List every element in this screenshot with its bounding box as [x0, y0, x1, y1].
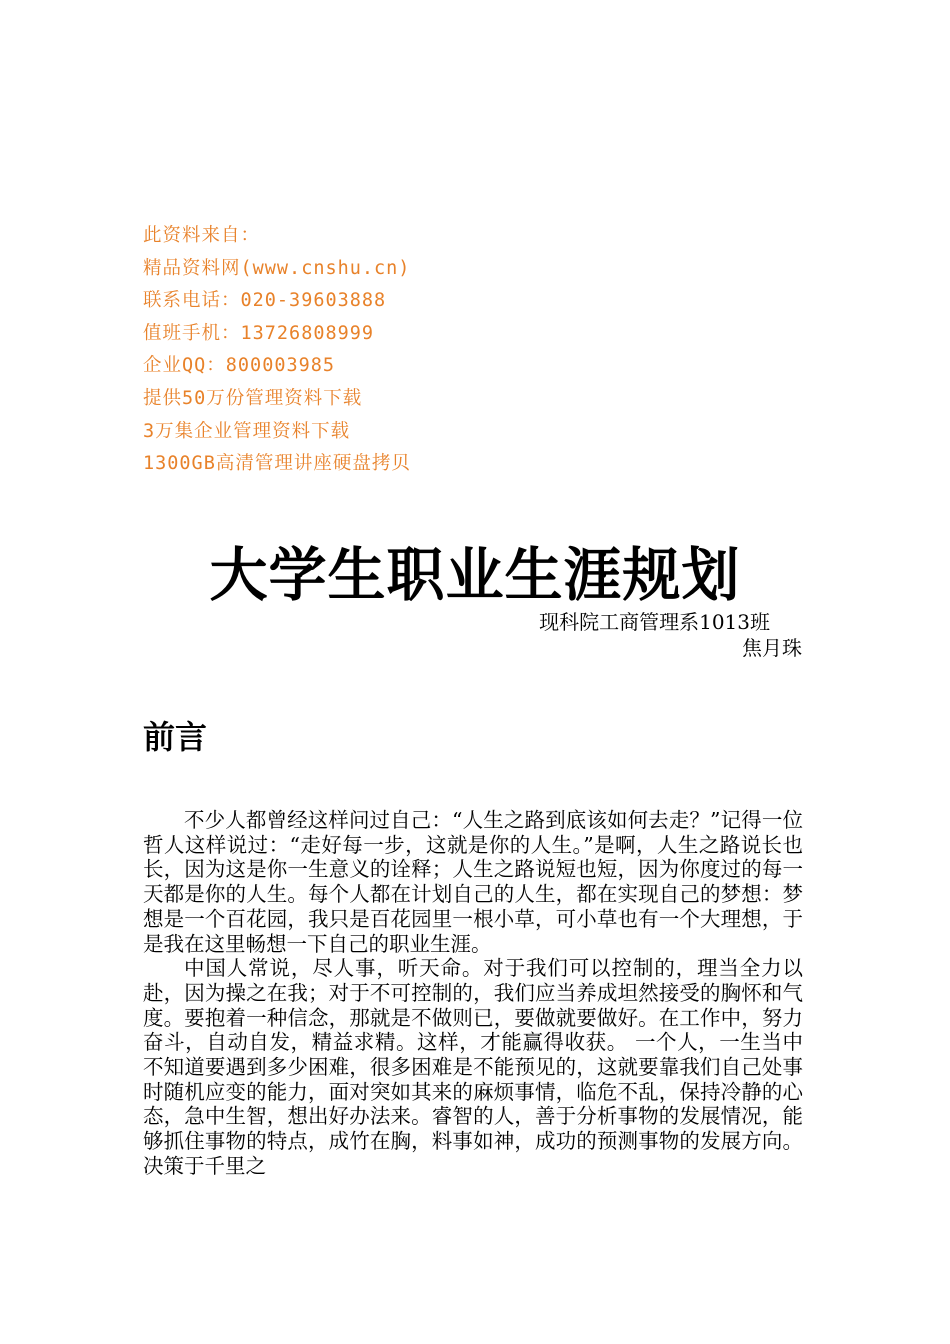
- source-info-block: [143, 220, 663, 481]
- source-info-line: 1300GB高清管理讲座硬盘拷贝: [143, 453, 411, 475]
- source-info-line: 企业QQ：800003985: [143, 355, 336, 377]
- section-heading: 前言: [143, 718, 208, 756]
- source-info-line: 精品资料网(www.cnshu.cn): [143, 257, 411, 279]
- paragraph: 中国人常说，尽人事，听天命。对于我们可以控制的，理当全力以赴，因为操之在我；对于不可控制的，我们应当养成坦然接受的胸怀和气度。要抱着一种信念，那就是不做则已，要做就要做好。在工作中，努力奋斗，自动自发，精益求精。这样，才能赢得收获。 一个人，一生当中不知道要遇到多少困难，很多困难是不能预见的，这就要靠我们自己处事时随机应变的能力，面对突如其来的麻烦事情，临危不乱，保持冷静的心态，急中生智，想出好办法来。睿智的人，善于分析事物的发展情况，能够抓住事物的特点，成竹在胸，料事如神，成功的预测事物的发展方向。决策于千里之: [143, 956, 803, 1178]
- body-text: [143, 808, 803, 1179]
- source-info-line: 联系电话：020-39603888: [143, 290, 387, 312]
- source-info-line: 提供50万份管理资料下载: [143, 387, 363, 409]
- document-title: 大学生职业生涯规划: [209, 541, 741, 609]
- author-name: 焦月珠: [742, 636, 802, 660]
- author-department: 现科院工商管理系1013班: [539, 610, 770, 634]
- source-info-line: 3万集企业管理资料下载: [143, 420, 351, 442]
- paragraph: 不少人都曾经这样问过自己：“人生之路到底该如何去走？”记得一位哲人这样说过：“走好每一步，这就是你的人生。”是啊，人生之路说长也长，因为这是你一生意义的诠释；人生之路说短也短，因为你度过的每一天都是你的人生。每个人都在计划自己的人生，都在实现自己的梦想：梦想是一个百花园，我只是百花园里一根小草，可小草也有一个大理想，于是我在这里畅想一下自己的职业生涯。: [143, 808, 803, 956]
- source-info-line: 值班手机：13726808999: [143, 322, 375, 344]
- source-info-line: 此资料来自：: [143, 225, 261, 246]
